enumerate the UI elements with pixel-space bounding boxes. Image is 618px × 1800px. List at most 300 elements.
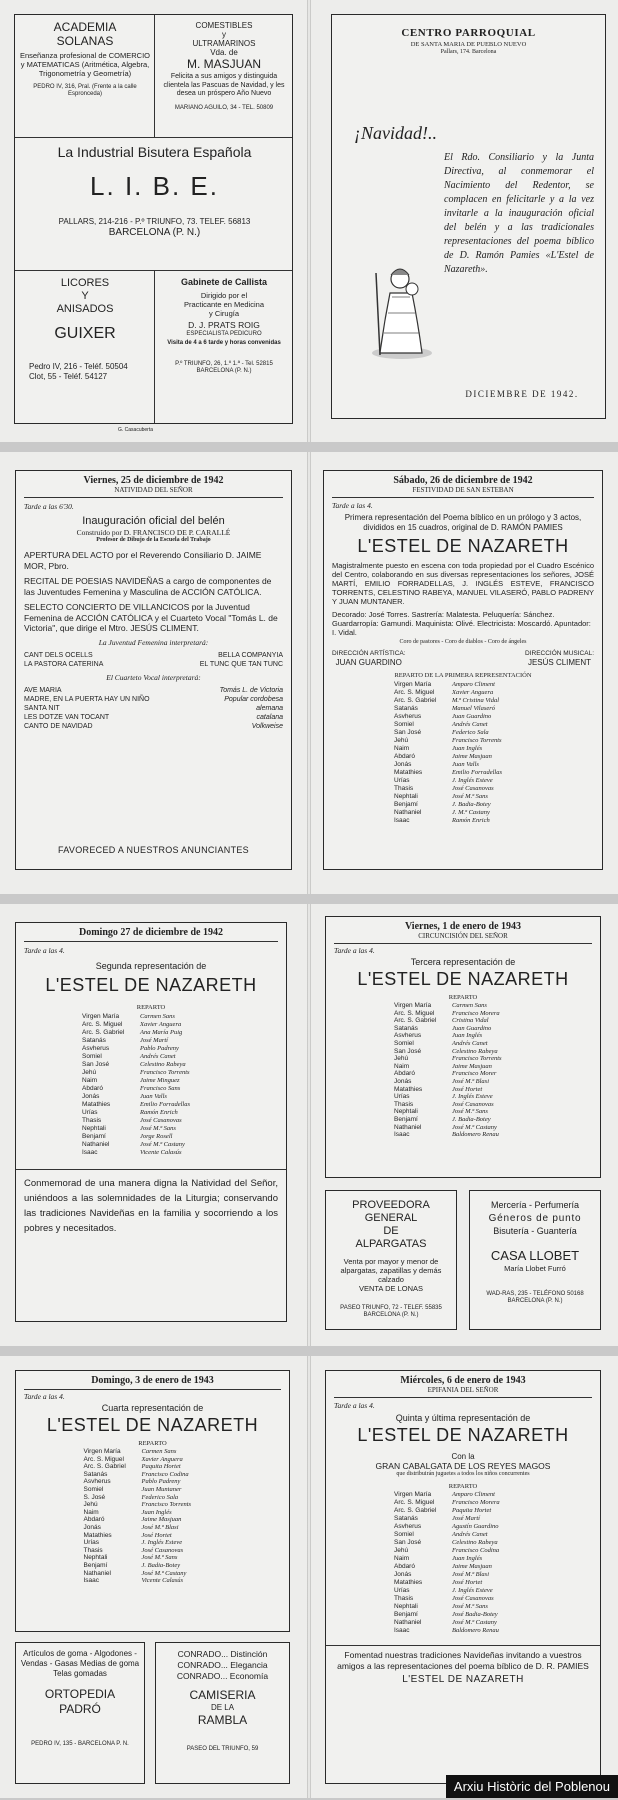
cavalcade-subtitle: que distribuirán juguetes a todos los niños concurrentes	[396, 1471, 530, 1477]
camiseria-name: CAMISERIA	[189, 1688, 256, 1702]
cast-actor: José M.ª Sans	[452, 1603, 488, 1610]
belen-builder: Construído por D. FRANCISCO DE P. CARALLÉ	[76, 528, 231, 537]
llobet-owner: María Llobet Furró	[504, 1264, 566, 1273]
cast-role: Virgen María	[82, 1013, 120, 1020]
cast-actor: M.ª Cristina Vidal	[452, 697, 499, 704]
program-time: Tarde a las 4.	[24, 946, 65, 955]
cast-actor: Xavier Anguera	[141, 1455, 183, 1463]
cast-role: Nephtali	[394, 793, 418, 800]
cast-actor: Amparo Climent	[452, 681, 495, 688]
comestibles-text: Felicita a sus amigos y distinguida clientela las Pascuas de Navidad, y les desea un próspero Año Nuevo	[163, 73, 285, 97]
cast-actor: Francisco Sans	[140, 1085, 181, 1092]
quartet-origin: alemana	[256, 704, 283, 712]
cast-role: Matathies	[82, 1101, 111, 1108]
academia-description: Enseñanza profesional de COMERCIO y MATEMATICAS (Aritmética, Algebra, Trigonometría y Geometría)	[19, 51, 151, 78]
program-dec-25	[0, 452, 307, 894]
cast-actor: Francisco Morera	[452, 1499, 500, 1506]
cast-actor: Juan Inglés	[452, 745, 483, 752]
ortopedia-address: PEDRO IV, 135 - BARCELONA P. N.	[31, 1741, 129, 1747]
program-date: Sábado, 26 de diciembre de 1942	[393, 475, 533, 486]
cast-heading: REPARTO DE LA PRIMERA REPRESENTACIÓN	[394, 672, 532, 679]
cast-role: Nathaniel	[394, 1619, 422, 1626]
alpargatas-name: ALPARGATAS	[355, 1238, 427, 1250]
cast-role: Jehú	[83, 1501, 98, 1509]
callista-specialty: ESPECIALISTA PEDICURO	[186, 331, 262, 337]
cast-role: Nephtali	[394, 1603, 418, 1610]
camiseria-name-2: DE LA	[210, 1703, 235, 1712]
belen-builder-title: Profesor de Dibujo de la Escuela del Trabajo	[96, 537, 211, 543]
cast-actor: Juan Valls	[452, 761, 479, 768]
quartet-song: MADRE, EN LA PUERTA HAY UN NIÑO	[24, 695, 150, 703]
cast-actor: Jaime Minguez	[140, 1077, 180, 1084]
section-opening: APERTURA DEL ACTO por el Reverendo Consiliario D. JAIME MOR, Pbro.	[24, 550, 262, 571]
cast-role: Thasis	[82, 1117, 102, 1124]
play-title: L'ESTEL DE NAZARETH	[357, 969, 569, 989]
cast-actor: Federico Sala	[452, 729, 489, 736]
ad-libe	[19, 143, 290, 239]
cast-role: Nathaniel	[82, 1141, 110, 1148]
program-date: Viernes, 1 de enero de 1943	[404, 921, 522, 932]
comestibles-line: ULTRAMARINOS	[192, 39, 256, 48]
saint-joseph-illustration	[362, 253, 442, 363]
quartet-song: LES DOTZE VAN TOCANT	[24, 713, 110, 721]
play-intro: Segunda representación de	[95, 961, 207, 971]
cast-role: Matathies	[394, 1085, 423, 1093]
cast-role: Isaac	[82, 1149, 98, 1156]
play-title: L'ESTEL DE NAZARETH	[357, 1425, 569, 1445]
ads-frame	[14, 14, 293, 424]
cast-role: Satanás	[394, 1024, 418, 1032]
cast-role: Satanás	[82, 1037, 106, 1044]
llobet-address: WAD-RAS, 235 - TELÉFONO 50168 BARCELONA (P. N.)	[486, 1291, 584, 1304]
cast-actor: Baldomero Renau	[452, 1627, 499, 1634]
cast-role: Virgen María	[83, 1448, 121, 1455]
cast-actor: Juan Guardino	[452, 713, 492, 720]
cast-actor: Carmen Sans	[140, 1013, 175, 1020]
cast-actor: Agustín Guardino	[452, 1523, 499, 1530]
quartet-row	[24, 704, 283, 713]
cast-actor: Juan Inglés	[452, 1032, 483, 1040]
callista-title: Gabinete de Callista	[180, 277, 268, 287]
cast-role: Urías	[394, 1587, 410, 1594]
quartet-origin: Popular cordobesa	[224, 695, 283, 703]
cast-actor: José M.ª Sans	[141, 1554, 178, 1562]
cover-invitation-text: El Rdo. Consiliario y la Junta Directiva, al conmemorar el Nacimiento del Redentor, se complacen en felicitarle y a la vez invitarle a la inauguración oficial del belén y a las tradicionales representaciones del poema bíblico de D. Ramón Pamies «L'Estel de Nazareth».	[444, 152, 594, 275]
cast-role: Urías	[82, 1109, 98, 1116]
camiseria-line: CONRADO... Economía	[176, 1671, 269, 1681]
program-jan-6	[311, 1356, 618, 1798]
cast-role: Jehú	[394, 1547, 409, 1554]
academia-name-2: SOLANAS	[56, 34, 114, 48]
llobet-line: Mercería - Perfumería	[490, 1200, 580, 1210]
callista-line: y Cirugía	[208, 309, 239, 318]
cast-actor: Juan Inglés	[452, 1555, 483, 1562]
spread-4	[0, 1356, 618, 1798]
quartet-row	[24, 686, 283, 695]
play-title: L'ESTEL DE NAZARETH	[45, 975, 257, 995]
cast-actor: Andrés Canet	[452, 1039, 488, 1047]
cast-actor: Francisco Torrents	[452, 737, 502, 744]
cast-role: Virgen María	[394, 1491, 432, 1498]
play-choirs: Coro de pastores - Coro de diablos - Coro de ángeles	[399, 639, 527, 645]
cast-actor: Juan Guardino	[452, 1024, 492, 1032]
ortopedia-text: Artículos de goma - Algodones - Vendas - Gasas Medias de goma Telas gomadas	[20, 1649, 140, 1678]
cast-role: Arc. S. Gabriel	[83, 1463, 126, 1471]
cast-actor: José M.ª Castany	[140, 1141, 185, 1148]
guixer-line: Y	[81, 290, 89, 302]
cast-actor: Vicente Calasús	[141, 1577, 184, 1585]
cast-actor: Juan Valls	[140, 1093, 167, 1100]
cast-role: Naim	[394, 745, 410, 752]
cast-actor: Vicente Calasús	[140, 1149, 182, 1156]
alpargatas-line: PROVEEDORA	[352, 1199, 430, 1211]
cast-role: Nathaniel	[83, 1569, 111, 1577]
libe-city: BARCELONA (P. N.)	[108, 227, 201, 238]
cast-list	[332, 681, 594, 825]
cast-role: Naim	[394, 1062, 410, 1070]
play-crew: Decorado: José Torres. Sastrería: Malatesta. Peluquería: Sánchez. Guardarropía: Gamundi. Maquinista: Olivé. Electricista: Moscardó. Apuntador: I. Vidal.	[332, 610, 591, 637]
academia-name: ACADEMIA	[53, 20, 117, 34]
comestibles-name: M. MASJUAN	[186, 57, 261, 71]
camiseria-address: PASEO DEL TRIUNFO, 59	[186, 1746, 259, 1752]
program-feast: FESTIVIDAD DE SAN ESTEBAN	[412, 486, 514, 494]
cast-actor: Cristina Vidal	[452, 1017, 489, 1025]
guixer-address: Pedro IV, 216 - Teléf. 50504	[29, 362, 128, 371]
libe-address: PALLARS, 214-216 - P.º TRIUNFO, 73. TELEF. 56813	[58, 217, 251, 226]
program-frame	[323, 470, 603, 870]
section-belen-inauguration: Inauguración oficial del belén	[82, 515, 225, 527]
spread-1	[0, 0, 618, 442]
cast-actor: José M.ª Castany	[452, 1619, 497, 1626]
callista-visits: Visita de 4 a 6 tarde y horas convenidas	[167, 340, 281, 346]
ad-ortopedia	[15, 1642, 145, 1784]
cast-actor: Baldomero Renau	[452, 1131, 499, 1139]
libe-name: L. I. B. E.	[90, 171, 219, 201]
cast-actor: J. Inglés Esteve	[452, 777, 493, 784]
cast-role: Satanás	[394, 705, 418, 712]
cast-actor: Francisco Codina	[141, 1470, 189, 1478]
artistic-director-label: DIRECCIÓN ARTÍSTICA:	[332, 650, 406, 657]
cast-role: Jehú	[394, 737, 409, 744]
cast-heading: REPARTO	[448, 1483, 478, 1490]
program-frame	[15, 470, 292, 870]
program-date: Viernes, 25 de diciembre de 1942	[83, 475, 224, 486]
song-row	[24, 651, 283, 660]
cover-frame	[331, 14, 606, 419]
program-frame	[15, 1370, 290, 1632]
callista-line: Dirigido por el	[200, 291, 248, 300]
juventud-heading: La Juventud Femenina interpretará:	[98, 637, 209, 647]
cast-actor: Amparo Climent	[452, 1491, 495, 1498]
cast-actor: Xavier Anguera	[452, 689, 494, 696]
cast-actor: Pablo Padreny	[140, 1045, 179, 1052]
cast-role: Somiel	[394, 1039, 414, 1047]
quartet-song: SANTA NIT	[24, 704, 60, 712]
cast-role: Benjamí	[394, 1115, 418, 1123]
cavalcade-title: GRAN CABALGATA DE LOS REYES MAGOS	[375, 1461, 551, 1471]
cast-role: Jonás	[394, 761, 412, 768]
quartet-list	[24, 686, 283, 731]
section-poetry-recital: RECITAL DE POESIAS NAVIDEÑAS a cargo de componentes de las Juventudes Femenina y Masculina de ACCIÓN CATÓLICA.	[24, 576, 272, 597]
cast-actor: Carmen Sans	[452, 1002, 487, 1009]
alpargatas-sub: VENTA DE LONAS	[358, 1284, 424, 1293]
cast-actor: José Martí	[452, 1515, 480, 1522]
quartet-origin: Tomás L. de Victoria	[219, 686, 283, 694]
cast-role: San José	[394, 1539, 422, 1546]
cast-actor: José M.ª Blasi	[452, 1077, 489, 1085]
cast-role: Isaac	[83, 1577, 100, 1585]
cast-role: Arc. S. Miguel	[82, 1021, 123, 1028]
cast-actor: Francisco Torrents	[452, 1055, 502, 1063]
camiseria-name-3: RAMBLA	[197, 1713, 248, 1727]
cast-actor: Emilio Forradellas	[452, 769, 503, 776]
songs-list	[24, 651, 283, 669]
cast-actor: Francisco Codina	[452, 1547, 500, 1554]
cast-role: Satanás	[83, 1470, 108, 1478]
cast-actor: José Badia-Botey	[452, 1611, 498, 1618]
cast-actor: Xavier Anguera	[140, 1021, 182, 1028]
quartet-origin: Volkweise	[251, 722, 283, 730]
cast-actor: Andrés Canet	[140, 1053, 176, 1060]
play-intro: Quinta y última representación de	[395, 1413, 531, 1423]
cast-actor: Carmen Sans	[141, 1448, 177, 1455]
program-footer-title: L'ESTEL DE NAZARETH	[402, 1674, 524, 1685]
cast-actor: Ramón Enrich	[140, 1109, 178, 1116]
cast-role: Virgen María	[394, 1002, 432, 1009]
cast-role: Matathies	[83, 1531, 112, 1539]
llobet-line: Bisutería - Guantería	[493, 1226, 577, 1236]
callista-name: D. J. PRATS ROIG	[188, 320, 260, 330]
comestibles-line: Vda. de	[210, 48, 238, 57]
cast-role: S. José	[83, 1493, 106, 1501]
cast-role: San José	[82, 1061, 110, 1068]
cast-role: Nephtali	[82, 1125, 106, 1132]
cast-actor: Paquita Hortet	[452, 1507, 492, 1514]
cast-role: Arc. S. Miguel	[394, 689, 435, 696]
cast-role: San José	[394, 1047, 422, 1055]
cast-role: Asvherus	[394, 713, 422, 720]
cover-greeting: ¡Navidad!..	[354, 123, 437, 143]
camiseria-line: CONRADO... Distinción	[177, 1649, 268, 1659]
cast-role: Nephtali	[83, 1554, 108, 1562]
camiseria-line: CONRADO... Elegancia	[177, 1660, 268, 1670]
comestibles-line: y	[222, 30, 226, 39]
music-director: JESÚS CLIMENT	[527, 658, 592, 667]
cast-actor: Celestino Rabeya	[452, 1047, 498, 1055]
program-frame	[325, 916, 601, 1178]
program-dec-26	[311, 452, 618, 894]
program-time: Tarde a las 4.	[24, 1392, 65, 1401]
ad-alpargatas	[325, 1190, 457, 1330]
song-title: LA PASTORA CATERINA	[24, 660, 104, 668]
cast-role: Jonás	[394, 1571, 412, 1578]
ortopedia-name: ORTOPEDIA	[44, 1687, 116, 1701]
quartet-row	[24, 695, 283, 704]
cast-role: Somiel	[394, 1531, 414, 1538]
quartet-origin: catalana	[256, 713, 283, 721]
program-jan-1	[311, 904, 618, 1346]
cast-actor: Celestino Rabeya	[140, 1061, 186, 1068]
alpargatas-line: GENERAL	[364, 1212, 418, 1224]
callista-line: Practicante en Medicina	[183, 300, 265, 309]
cast-actor: Ramón Enrich	[452, 817, 490, 824]
libe-tagline: La Industrial Bisutera Española	[57, 144, 252, 160]
cast-actor: José Hortet	[452, 1579, 483, 1586]
cast-actor: Paquita Hortet	[141, 1463, 181, 1471]
quartet-row	[24, 722, 283, 731]
ad-callista	[159, 277, 289, 375]
ad-academia	[19, 21, 151, 98]
cast-actor: José Casanovas	[452, 1100, 494, 1108]
song-title: EL TUNC QUE TAN TUNC	[199, 660, 283, 668]
cast-actor: J. Badia-Botey	[141, 1561, 181, 1569]
song-title: CANT DELS OCELLS	[24, 651, 93, 659]
llobet-line: Géneros de punto	[488, 1213, 582, 1224]
cast-actor: J. Inglés Esteve	[452, 1587, 493, 1594]
guixer-line: ANISADOS	[56, 303, 114, 315]
cast-actor: J. M.ª Castany	[452, 809, 490, 816]
play-title: L'ESTEL DE NAZARETH	[46, 1415, 259, 1435]
cast-actor: José M.ª Sans	[452, 1108, 488, 1116]
cast-actor: Emilio Forradellas	[140, 1101, 191, 1108]
play-title: L'ESTEL DE NAZARETH	[357, 536, 569, 556]
cast-list	[334, 1002, 592, 1139]
spread-3	[0, 904, 618, 1346]
cast-actor: J. Badia-Botey	[452, 801, 491, 808]
cast-role: Thasis	[394, 1595, 414, 1602]
cast-actor: José Martí	[140, 1037, 168, 1044]
play-intro: Primera representación del Poema bíblico en un prólogo y 3 actos, divididos en 15 cuadros, original de D. RAMÓN PAMIES	[344, 513, 582, 532]
program-jan-3	[0, 1356, 307, 1798]
cast-heading: REPARTO	[136, 1004, 166, 1011]
cast-role: Jehú	[82, 1069, 97, 1076]
section-carol-concert: SELECTO CONCIERTO DE VILLANCICOS por la Juventud Femenina de ACCIÓN CATÓLICA y el Cuarteto Vocal "Tomás L. de Victoria", que dirige el Mtro. JESÚS CLIMENT.	[24, 602, 278, 633]
comestibles-line: COMESTIBLES	[195, 21, 253, 30]
guixer-name: GUIXER	[54, 325, 116, 342]
play-intro: Cuarta representación de	[101, 1403, 204, 1413]
cast-role: Thasis	[394, 785, 414, 792]
cast-actor: Juan Muntaner	[141, 1485, 182, 1493]
program-frame	[325, 1370, 601, 1784]
llobet-name: CASA LLOBET	[490, 1248, 580, 1263]
cast-list	[334, 1491, 592, 1635]
cast-actor: José Casanovas	[452, 785, 494, 792]
cast-actor: José Casanovas	[141, 1546, 184, 1554]
cast-role: Abdaró	[394, 1563, 415, 1570]
cast-list	[24, 1448, 281, 1585]
ad-comestibles	[159, 21, 289, 112]
cast-role: Jonás	[394, 1077, 412, 1085]
ad-guixer	[19, 277, 151, 382]
cast-actor: José Hortet	[452, 1085, 483, 1093]
cover-title: CENTRO PARROQUIAL	[401, 27, 536, 39]
alpargatas-address: PASEO TRIUNFO, 72 - TELEF. 55835 BARCELONA (P. N.)	[340, 1305, 442, 1318]
spread-2	[0, 452, 618, 894]
callista-address: P.º TRIUNFO, 26, 1.º 1.ª - Tel. 52815 BARCELONA (P. N.)	[175, 361, 273, 374]
ortopedia-name-2: PADRÓ	[59, 1702, 101, 1716]
cast-role: Satanás	[394, 1515, 418, 1522]
cast-role: Jonás	[83, 1523, 101, 1531]
cast-role: Abdaró	[394, 753, 415, 760]
cast-role: Somiel	[394, 721, 414, 728]
cast-actor: J. Inglés Esteve	[452, 1093, 493, 1101]
cast-role: Abdaró	[394, 1070, 415, 1078]
archive-watermark: Arxiu Històric del Poblenou	[446, 1775, 618, 1798]
cast-actor: Francisco Morera	[452, 1009, 500, 1017]
music-director-label: DIRECCIÓN MUSICAL:	[525, 650, 594, 657]
cast-list	[24, 1013, 278, 1157]
cast-role: Asvherus	[394, 1523, 422, 1530]
cast-role: Arc. S. Miguel	[394, 1009, 435, 1017]
quartet-song: AVE MARIA	[24, 686, 62, 694]
cast-role: Arc. S. Gabriel	[394, 697, 437, 704]
cast-role: Arc. S. Miguel	[394, 1499, 435, 1506]
song-row	[24, 660, 283, 669]
front-cover	[311, 0, 618, 442]
cast-actor: Francisco Torrents	[141, 1501, 192, 1509]
cast-role: Naim	[82, 1077, 98, 1084]
cover-address: Pallars, 174. Barcelona	[440, 49, 497, 55]
cast-role: Virgen María	[394, 681, 432, 688]
cast-role: Somiel	[82, 1053, 102, 1060]
cast-role: Arc. S. Gabriel	[82, 1029, 125, 1036]
program-date: Domingo 27 de diciembre de 1942	[79, 927, 223, 938]
ad-camiseria	[155, 1642, 290, 1784]
cast-actor: José M.ª Castany	[141, 1569, 187, 1577]
cast-role: Urías	[394, 777, 410, 784]
cast-role: Jonás	[82, 1093, 100, 1100]
cavalcade-intro: Con la	[451, 1452, 475, 1461]
quartet-song: CANTO DE NAVIDAD	[24, 722, 93, 730]
cast-role: Abdaró	[82, 1085, 103, 1092]
comestibles-address: MARIANO AGUILO, 34 - TEL. 50809	[174, 104, 274, 111]
cast-actor: José M.ª Castany	[452, 1123, 497, 1131]
cast-role: Asvherus	[82, 1045, 110, 1052]
cast-actor: Jaime Masjuan	[452, 1062, 492, 1070]
cast-actor: Juan Inglés	[141, 1508, 172, 1516]
cast-actor: Francisco Torrents	[140, 1069, 190, 1076]
cast-role: Naim	[394, 1555, 410, 1562]
program-footer: FAVORECED A NUESTROS ANUNCIANTES	[58, 845, 249, 855]
song-title: BELLA COMPANYIA	[218, 651, 283, 659]
program-dec-27	[0, 904, 307, 1346]
cast-actor: J. Inglés Esteve	[141, 1539, 183, 1547]
cast-actor: Ana María Puig	[140, 1029, 183, 1036]
cast-role: Benjamí	[83, 1561, 108, 1569]
cast-actor: José Hortet	[141, 1531, 172, 1539]
cast-heading: REPARTO	[138, 1440, 167, 1447]
cast-actor: José Casanovas	[140, 1117, 182, 1124]
cast-role: Urías	[83, 1539, 100, 1547]
cast-role: Abdaró	[83, 1516, 105, 1524]
guixer-line: LICORES	[60, 277, 110, 289]
cast-role: Thasis	[394, 1100, 414, 1108]
cast-actor: José M.ª Sans	[452, 793, 488, 800]
quartet-row	[24, 713, 283, 722]
program-time: Tarde a las 4.	[334, 1401, 375, 1410]
artistic-director: JUAN GUARDINO	[335, 658, 402, 667]
ad-casa-llobet	[469, 1190, 601, 1330]
cast-role: Nathaniel	[394, 809, 422, 816]
program-date: Miércoles, 6 de enero de 1943	[400, 1375, 526, 1386]
program-time: Tarde a las 4.	[332, 501, 373, 510]
program-date: Domingo, 3 de enero de 1943	[91, 1375, 214, 1386]
cast-actor: Jaime Masjuan	[141, 1516, 182, 1524]
program-frame	[15, 922, 287, 1322]
cast-role: Thasis	[83, 1546, 103, 1554]
cast-role: Isaac	[394, 1627, 410, 1634]
program-time: Tarde a las 4.	[334, 946, 375, 955]
